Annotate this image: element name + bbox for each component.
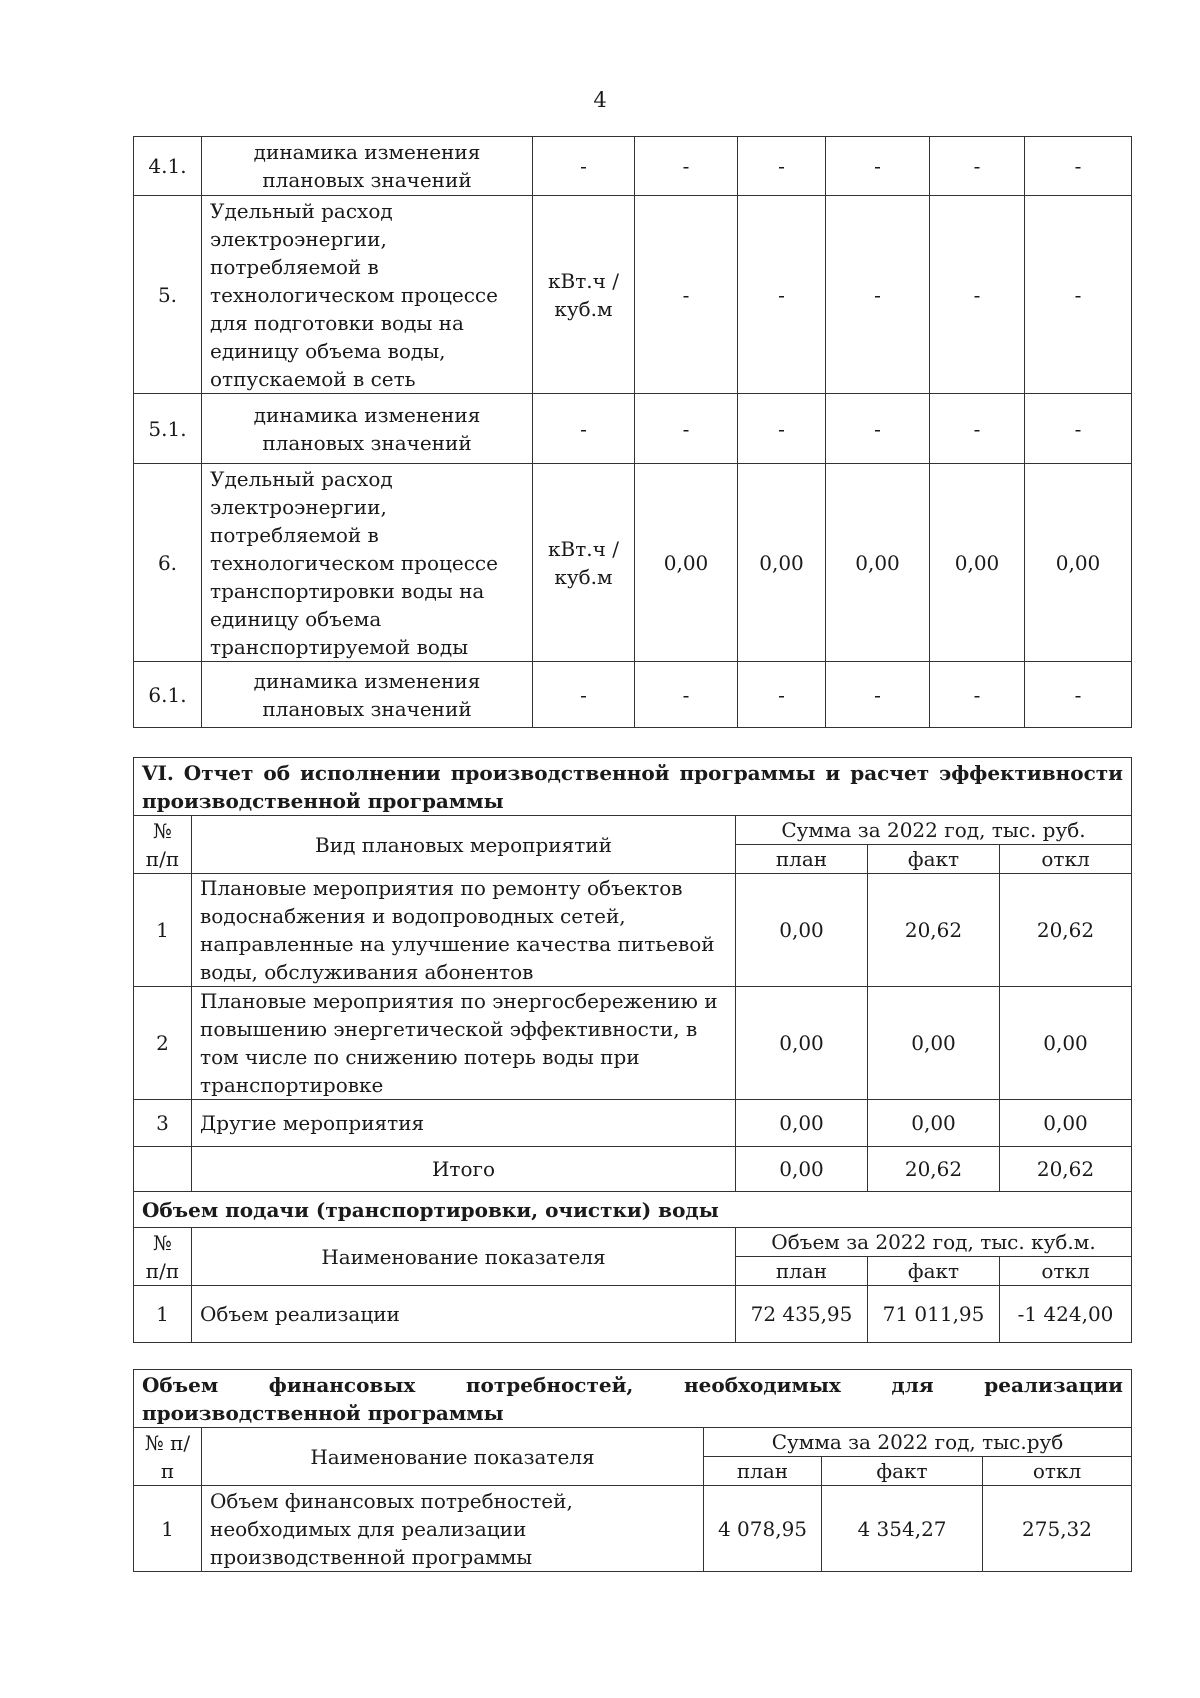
dev-cell: 0,00 [1000,987,1132,1100]
col-sum-header: Сумма за 2022 год, тыс.руб [704,1428,1132,1457]
value-cell: - [1025,196,1132,394]
dev-cell: 20,62 [1000,1147,1132,1192]
col-dev-header: откл [1000,1257,1132,1286]
value-cell: - [930,196,1025,394]
col-num-header: № п/п [134,1428,202,1486]
table-row [134,874,1132,987]
fact-cell: 71 011,95 [868,1286,1000,1343]
value-cell: 0,00 [930,464,1025,662]
dev-cell: 275,32 [983,1486,1132,1572]
row-number: 4.1. [134,137,202,196]
financial-needs-table [133,1369,1132,1572]
unit-cell: кВт.ч / куб.м [533,196,635,394]
row-name: Другие мероприятия [192,1100,736,1147]
col-fact-header: факт [868,845,1000,874]
value-cell: - [1025,394,1132,464]
total-label: Итого [192,1147,736,1192]
table-row [134,196,1132,394]
fact-cell: 0,00 [868,1100,1000,1147]
value-cell: - [533,137,635,196]
page-number: 4 [593,88,607,112]
col-name-header: Вид плановых мероприятий [192,816,736,874]
value-cell: - [533,394,635,464]
fact-cell: 20,62 [868,1147,1000,1192]
dev-cell: 0,00 [1000,1100,1132,1147]
row-number: 5.1. [134,394,202,464]
value-cell: - [930,137,1025,196]
col-plan-header: план [704,1457,822,1486]
header-row [134,1228,1132,1257]
col-sum-header: Объем за 2022 год, тыс. куб.м. [736,1228,1132,1257]
plan-cell: 0,00 [736,874,868,987]
value-cell: 0,00 [826,464,930,662]
value-cell: - [826,196,930,394]
plan-cell: 0,00 [736,1100,868,1147]
plan-cell: 0,00 [736,987,868,1100]
value-cell: 0,00 [635,464,738,662]
value-cell: - [930,394,1025,464]
value-cell: 0,00 [1025,464,1132,662]
row-name: динамика изменения плановых значений [202,662,533,728]
row-number: 1 [134,874,192,987]
table-row [134,137,1132,196]
program-report-table [133,757,1132,1343]
value-cell: - [930,662,1025,728]
row-number: 3 [134,1100,192,1147]
col-plan-header: план [736,1257,868,1286]
value-cell: - [1025,662,1132,728]
value-cell: - [738,662,826,728]
section-title-row [134,1370,1132,1428]
plan-cell: 0,00 [736,1147,868,1192]
col-plan-header: план [736,845,868,874]
row-name: Плановые мероприятия по энергосбережению и повышению энергетической эффективности, в том числе по снижению потерь воды при транспортировке [192,987,736,1100]
row-number: 6. [134,464,202,662]
fact-cell: 4 354,27 [822,1486,983,1572]
value-cell: - [635,394,738,464]
row-name: Удельный расход электроэнергии, потребляемой в технологическом процессе транспортировки воды на единицу объема транспортируемой воды [202,464,533,662]
row-name: Объем реализации [192,1286,736,1343]
table-row [134,1486,1132,1572]
row-name: динамика изменения плановых значений [202,137,533,196]
table-row [134,464,1132,662]
header-row [134,816,1132,845]
table-row [134,987,1132,1100]
row-number: 2 [134,987,192,1100]
col-sum-header: Сумма за 2022 год, тыс. руб. [736,816,1132,845]
row-name: Удельный расход электроэнергии, потребляемой в технологическом процессе для подготовки воды на единицу объема воды, отпускаемой в сеть [202,196,533,394]
header-row [134,1428,1132,1457]
total-row [134,1147,1132,1192]
row-number: 6.1. [134,662,202,728]
row-name: динамика изменения плановых значений [202,394,533,464]
dev-cell: 20,62 [1000,874,1132,987]
col-name-header: Наименование показателя [202,1428,704,1486]
dev-cell: -1 424,00 [1000,1286,1132,1343]
row-number: 1 [134,1486,202,1572]
value-cell: - [635,196,738,394]
section-title: Объем финансовых потребностей, необходимых для реализации производственной программы [134,1370,1132,1428]
value-cell: - [738,196,826,394]
fact-cell: 20,62 [868,874,1000,987]
plan-cell: 72 435,95 [736,1286,868,1343]
value-cell: - [826,662,930,728]
table-row [134,662,1132,728]
plan-cell: 4 078,95 [704,1486,822,1572]
value-cell: - [738,137,826,196]
col-dev-header: откл [1000,845,1132,874]
col-fact-header: факт [868,1257,1000,1286]
row-name: Плановые мероприятия по ремонту объектов водоснабжения и водопроводных сетей, направленные на улучшение качества питьевой воды, обслуживания абонентов [192,874,736,987]
value-cell: - [1025,137,1132,196]
value-cell: - [738,394,826,464]
section-title: VI. Отчет об исполнении производственной программы и расчет эффективности производственной программы [134,758,1132,816]
col-dev-header: откл [983,1457,1132,1486]
value-cell: 0,00 [738,464,826,662]
value-cell: - [635,137,738,196]
table-row [134,394,1132,464]
table-row [134,1286,1132,1343]
empty-cell [134,1147,192,1192]
value-cell: - [533,662,635,728]
col-num-header: № п/п [134,1228,192,1286]
unit-cell: кВт.ч / куб.м [533,464,635,662]
row-number: 1 [134,1286,192,1343]
table-row [134,1100,1132,1147]
fact-cell: 0,00 [868,987,1000,1100]
value-cell: - [826,137,930,196]
col-fact-header: факт [822,1457,983,1486]
row-number: 5. [134,196,202,394]
volume-section-title: Объем подачи (транспортировки, очистки) воды [134,1192,1132,1228]
col-num-header: № п/п [134,816,192,874]
col-name-header: Наименование показателя [192,1228,736,1286]
value-cell: - [826,394,930,464]
row-name: Объем финансовых потребностей, необходимых для реализации производственной программы [202,1486,704,1572]
indicators-table [133,136,1132,728]
value-cell: - [635,662,738,728]
section-title-row [134,758,1132,816]
volume-title-row [134,1192,1132,1228]
